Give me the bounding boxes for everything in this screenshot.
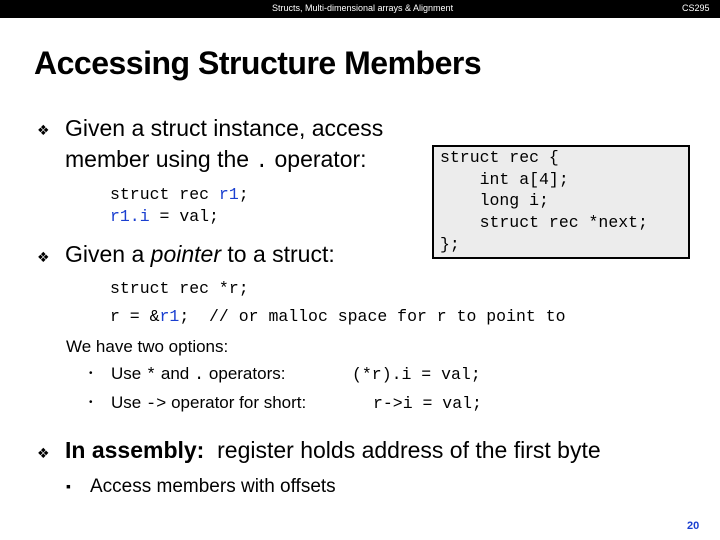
- bullet2-code-line1: struct rec *r;: [110, 279, 249, 298]
- sub-bullet-icon: •: [89, 368, 93, 379]
- option1-star: *: [145, 366, 157, 385]
- bullet3-bold: In assembly:: [65, 437, 205, 463]
- dot-operator: .: [255, 151, 269, 174]
- bullet1-code-line2: [110, 207, 219, 226]
- option2-label-b: operator for short:: [166, 393, 307, 412]
- sub-bullet-icon: •: [89, 397, 93, 408]
- slide-title: Accessing Structure Members: [34, 45, 482, 81]
- code-r1-ref: r1: [159, 307, 180, 326]
- option1-label-c: operators:: [204, 364, 286, 383]
- bullet2-text: [65, 241, 335, 268]
- square-bullet-icon: ▪: [66, 478, 71, 494]
- header-course: CS295: [682, 3, 710, 13]
- bullet1-line2-b: operator:: [268, 146, 367, 172]
- option2-expression: r->i = val;: [373, 394, 482, 413]
- code-r1: r1: [218, 185, 239, 204]
- option1-label: [111, 364, 285, 385]
- code-r-assign: r = &: [110, 307, 160, 326]
- bullet3-sub: Access members with offsets: [90, 476, 336, 497]
- option2-label: [111, 393, 306, 414]
- option1-label-a: Use: [111, 364, 146, 383]
- code-semicolon: ;: [238, 185, 249, 204]
- bullet-icon: ❖: [37, 123, 50, 139]
- option2-label-a: Use: [111, 393, 146, 412]
- bullet1-line2-a: member using the: [65, 146, 256, 172]
- code-comment: ; // or malloc space for r to point to: [179, 307, 566, 326]
- bullet2-text-b: to a struct:: [220, 241, 335, 267]
- option1-label-b: and: [156, 364, 194, 383]
- bullet2-emphasis: pointer: [150, 241, 221, 267]
- struct-def-line-2: int a[4];: [440, 170, 569, 189]
- header-title: Structs, Multi-dimensional arrays & Alignment: [272, 3, 454, 13]
- struct-def-line-3: long i;: [440, 191, 549, 210]
- bullet2-text-a: Given a: [65, 241, 151, 267]
- code-assign-val: = val;: [149, 207, 219, 226]
- bullet1-code-line1: [110, 185, 249, 204]
- bullet-icon: ❖: [37, 446, 50, 462]
- option1-expression: (*r).i = val;: [352, 365, 481, 384]
- bullet3-rest: register holds address of the first byte: [204, 437, 601, 463]
- code-struct-rec: struct rec: [110, 185, 219, 204]
- bullet3-text: [65, 437, 601, 464]
- struct-def-line-1: struct rec {: [440, 148, 559, 167]
- page-number: 20: [687, 520, 700, 532]
- bullet1-line1: Given a struct instance, access: [65, 115, 384, 141]
- option2-arrow: ->: [145, 395, 167, 414]
- options-intro: We have two options:: [66, 337, 229, 356]
- bullet1-line2: [65, 146, 367, 174]
- bullet-icon: ❖: [37, 250, 50, 266]
- option1-dot: .: [193, 366, 205, 385]
- struct-def-line-4: struct rec *next;: [440, 213, 648, 232]
- bullet2-code-line2: [110, 307, 566, 326]
- struct-def-line-5: };: [440, 235, 460, 254]
- code-r1-i: r1.i: [110, 207, 150, 226]
